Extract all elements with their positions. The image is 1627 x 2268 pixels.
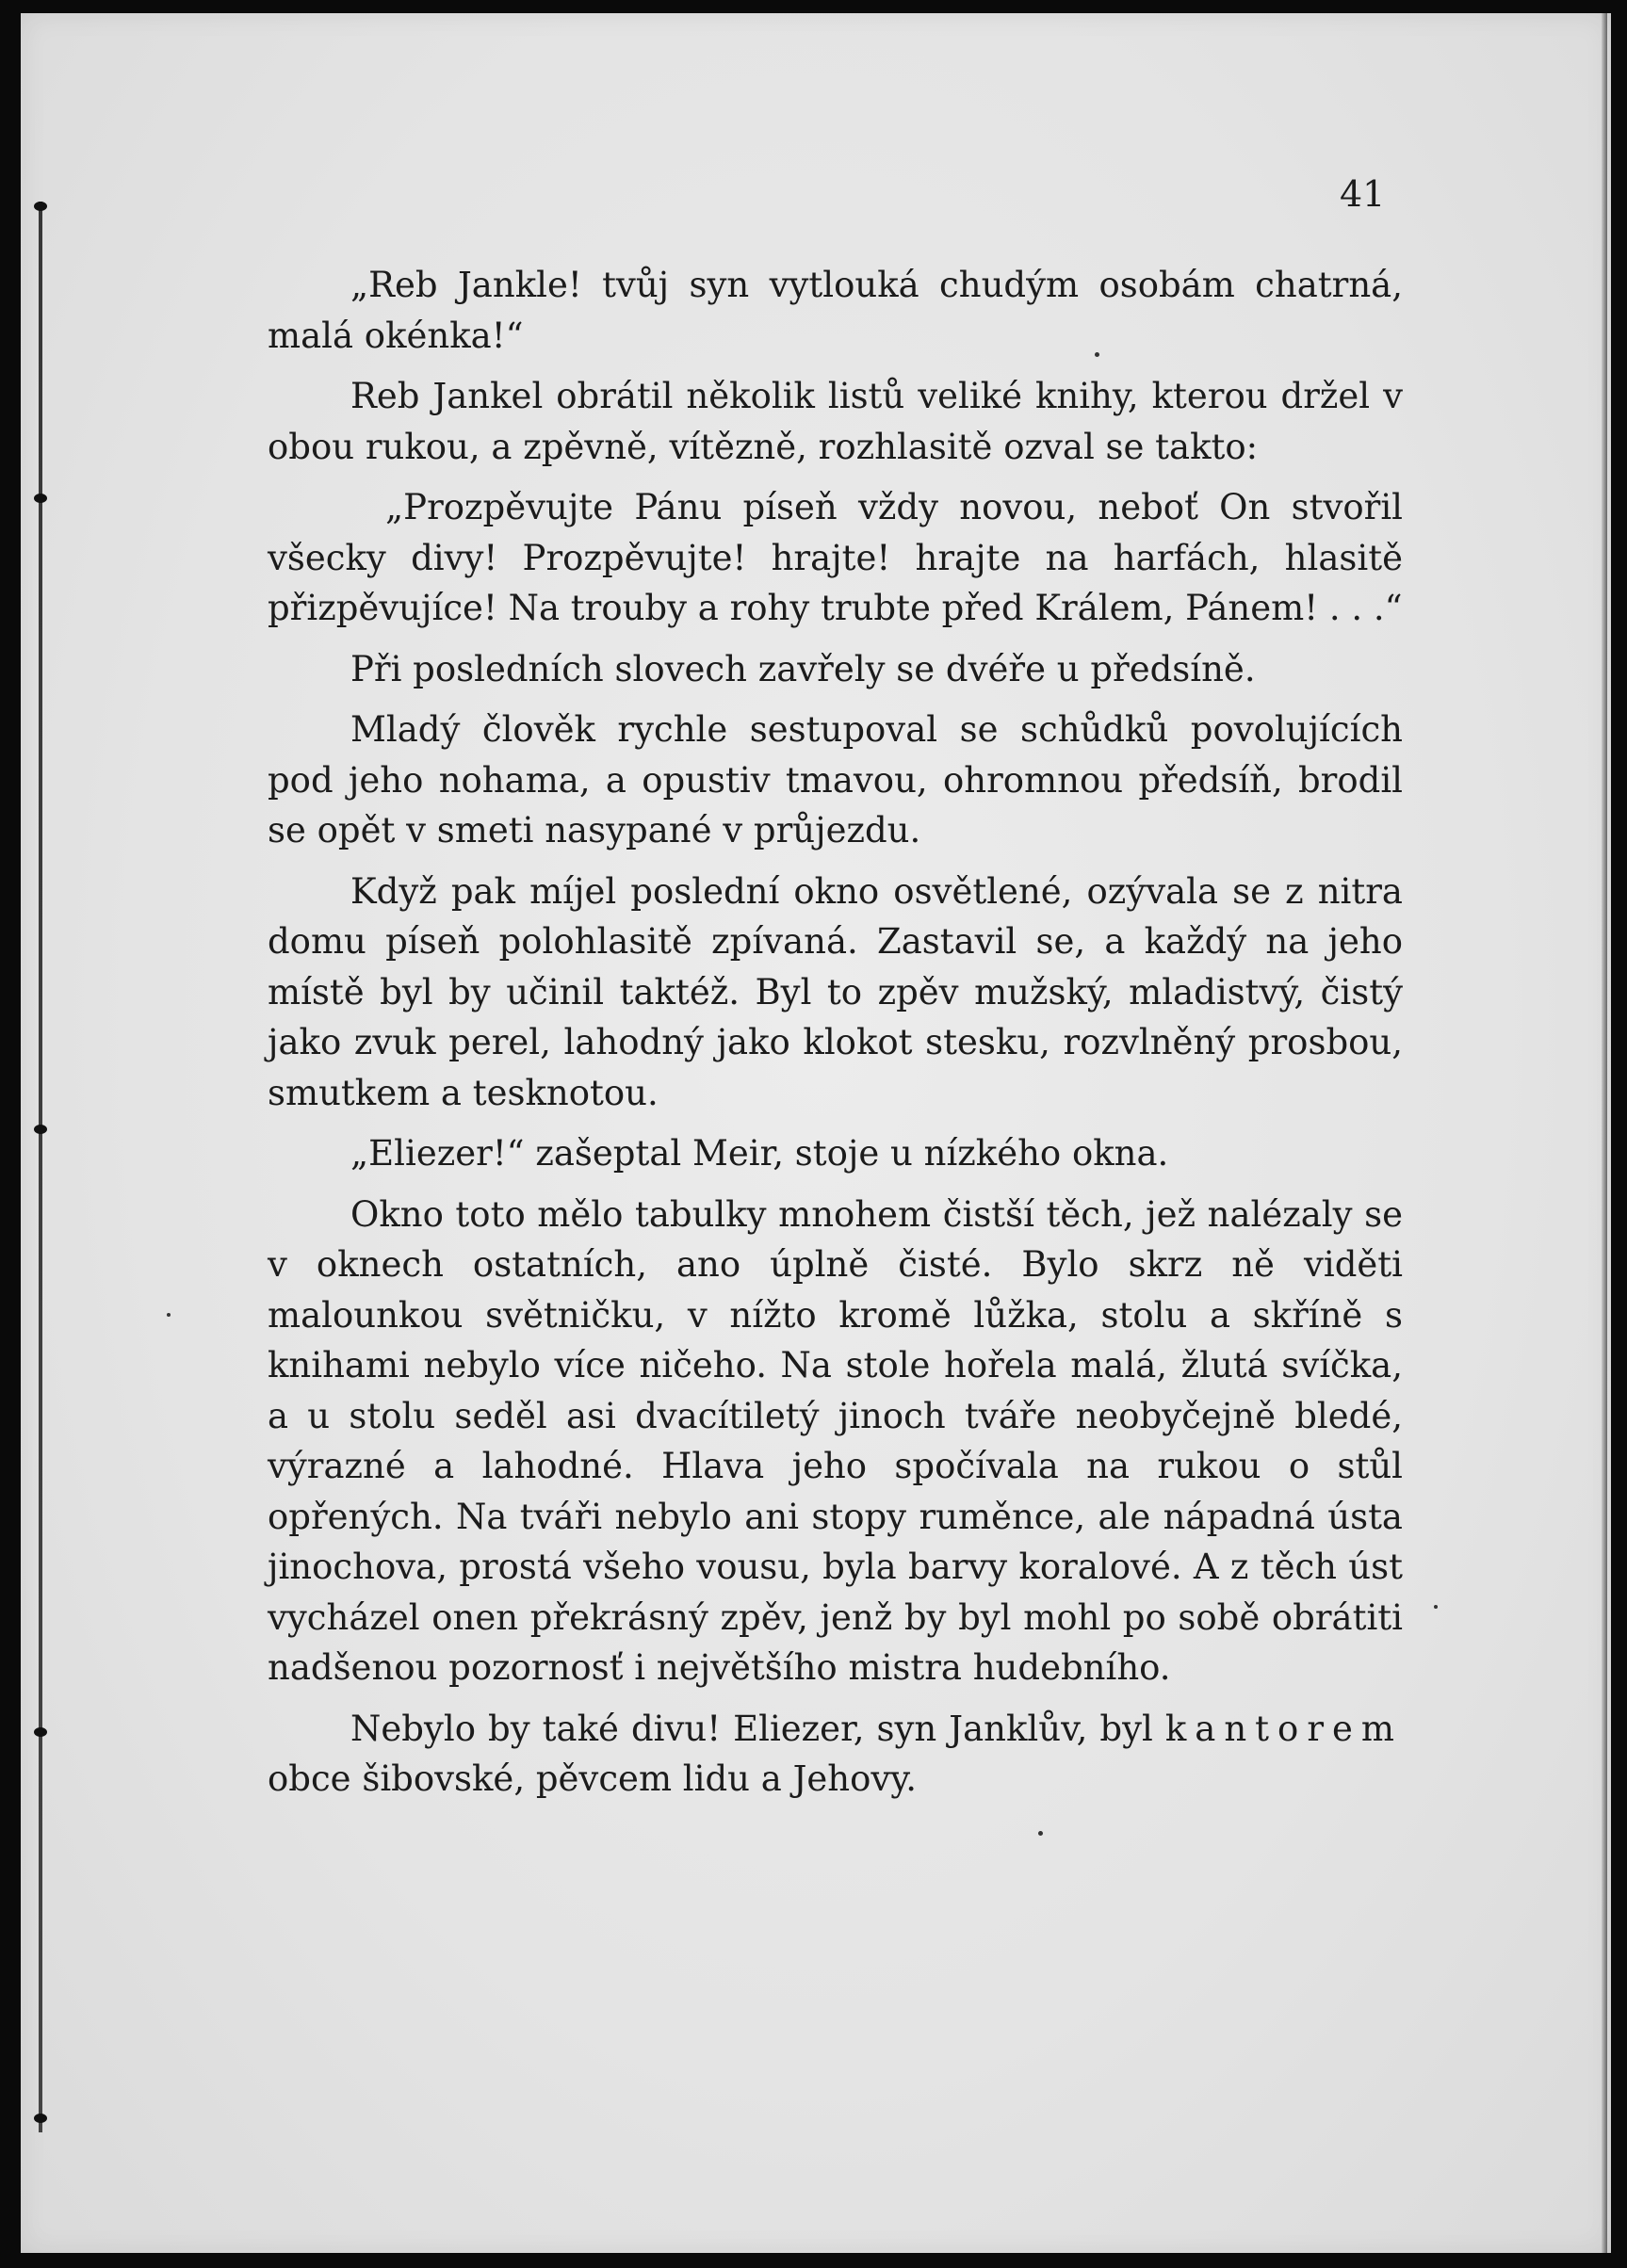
paragraph: Když pak míjel poslední okno osvětlené, ozývala se z nitra domu píseň polohlasitě zpívaná. Zastavil se, a každý na jeho místě byl by učinil taktéž. Byl to zpěv mužský, mladistvý, čistý jako zvuk perel, lahodný jako klokot stesku, rozvlněný prosbou, smutkem a tesknotou. [268,870,1403,1113]
binding-stitch [34,202,47,211]
binding-thread-line [39,202,42,2132]
body-text [268,260,1403,1815]
paragraph: Okno toto mělo tabulky mnohem čistší těch, jež nalézaly se v oknech ostatních, ano úplně čisté. Bylo skrz ně viděti malounkou světničku, v nížto kromě lůžka, stolu a skříně s knihami nebylo více ničeho. Na stole hořela malá, žlutá svíčka, a u stolu seděl asi dvacítiletý jinoch tváře neobyčejně bledé, výrazné a lahodné. Hlava jeho spočívala na rukou o stůl opřených. Na tváři nebylo ani stopy ruměnce, ale nápadná ústa jinochova, prostá všeho vousu, byla barvy koralové. A z těch úst vycházel onen překrásný zpěv, jenž by byl mohl po sobě obrátiti nadšenou pozornosť i největšího mistra hudebního. [268,1193,1403,1688]
paragraph [268,1704,1403,1805]
binding-stitch [34,1727,47,1737]
print-speck [1434,1605,1438,1609]
binding-stitch [34,494,47,503]
binding-thread [34,202,47,2132]
book-page [21,13,1611,2253]
paragraph: Mladý člověk rychle sestupoval se schůdků povolujících pod jeho nohama, a opustiv tmavou, ohromnou předsíň, brodil se opět v smeti nasypané v průjezdu. [268,709,1403,850]
binding-stitch [34,1125,47,1134]
emphasized-word: kantorem [1164,1708,1403,1749]
paragraph: Reb Jankel obrátil několik listů veliké knihy, kterou držel v obou rukou, a zpěvně, vítězně, rozhlasitě ozval se takto: [268,376,1403,467]
paragraph: Při posledních slovech zavřely se dvéře u předsíně. [350,648,1256,689]
page-right-edge [1602,13,1607,2253]
print-speck [167,1313,171,1317]
paragraph: „Eliezer!“ zašeptal Meir, stoje u nízkého okna. [350,1133,1169,1174]
paragraph-text: Nebylo by také divu! Eliezer, syn Janklův, byl [350,1708,1165,1749]
paragraph: „Reb Jankle! tvůj syn vytlouká chudým osobám chatrná, malá okénka!“ [268,265,1403,356]
page-number: 41 [1340,173,1386,215]
binding-stitch [34,2114,47,2123]
print-speck [1038,1831,1043,1836]
paragraph-text: obce šibovské, pěvcem lidu a Jehovy. [268,1758,918,1799]
verse-quote: „Prozpěvujte Pánu píseň vždy novou, neboť On stvořil všecky divy! Prozpěvujte! hrajte! hrajte na harfách, hlasitě přizpěvujíce! Na trouby a rohy trubte před Králem, Pánem! . . .“ [268,487,1403,628]
